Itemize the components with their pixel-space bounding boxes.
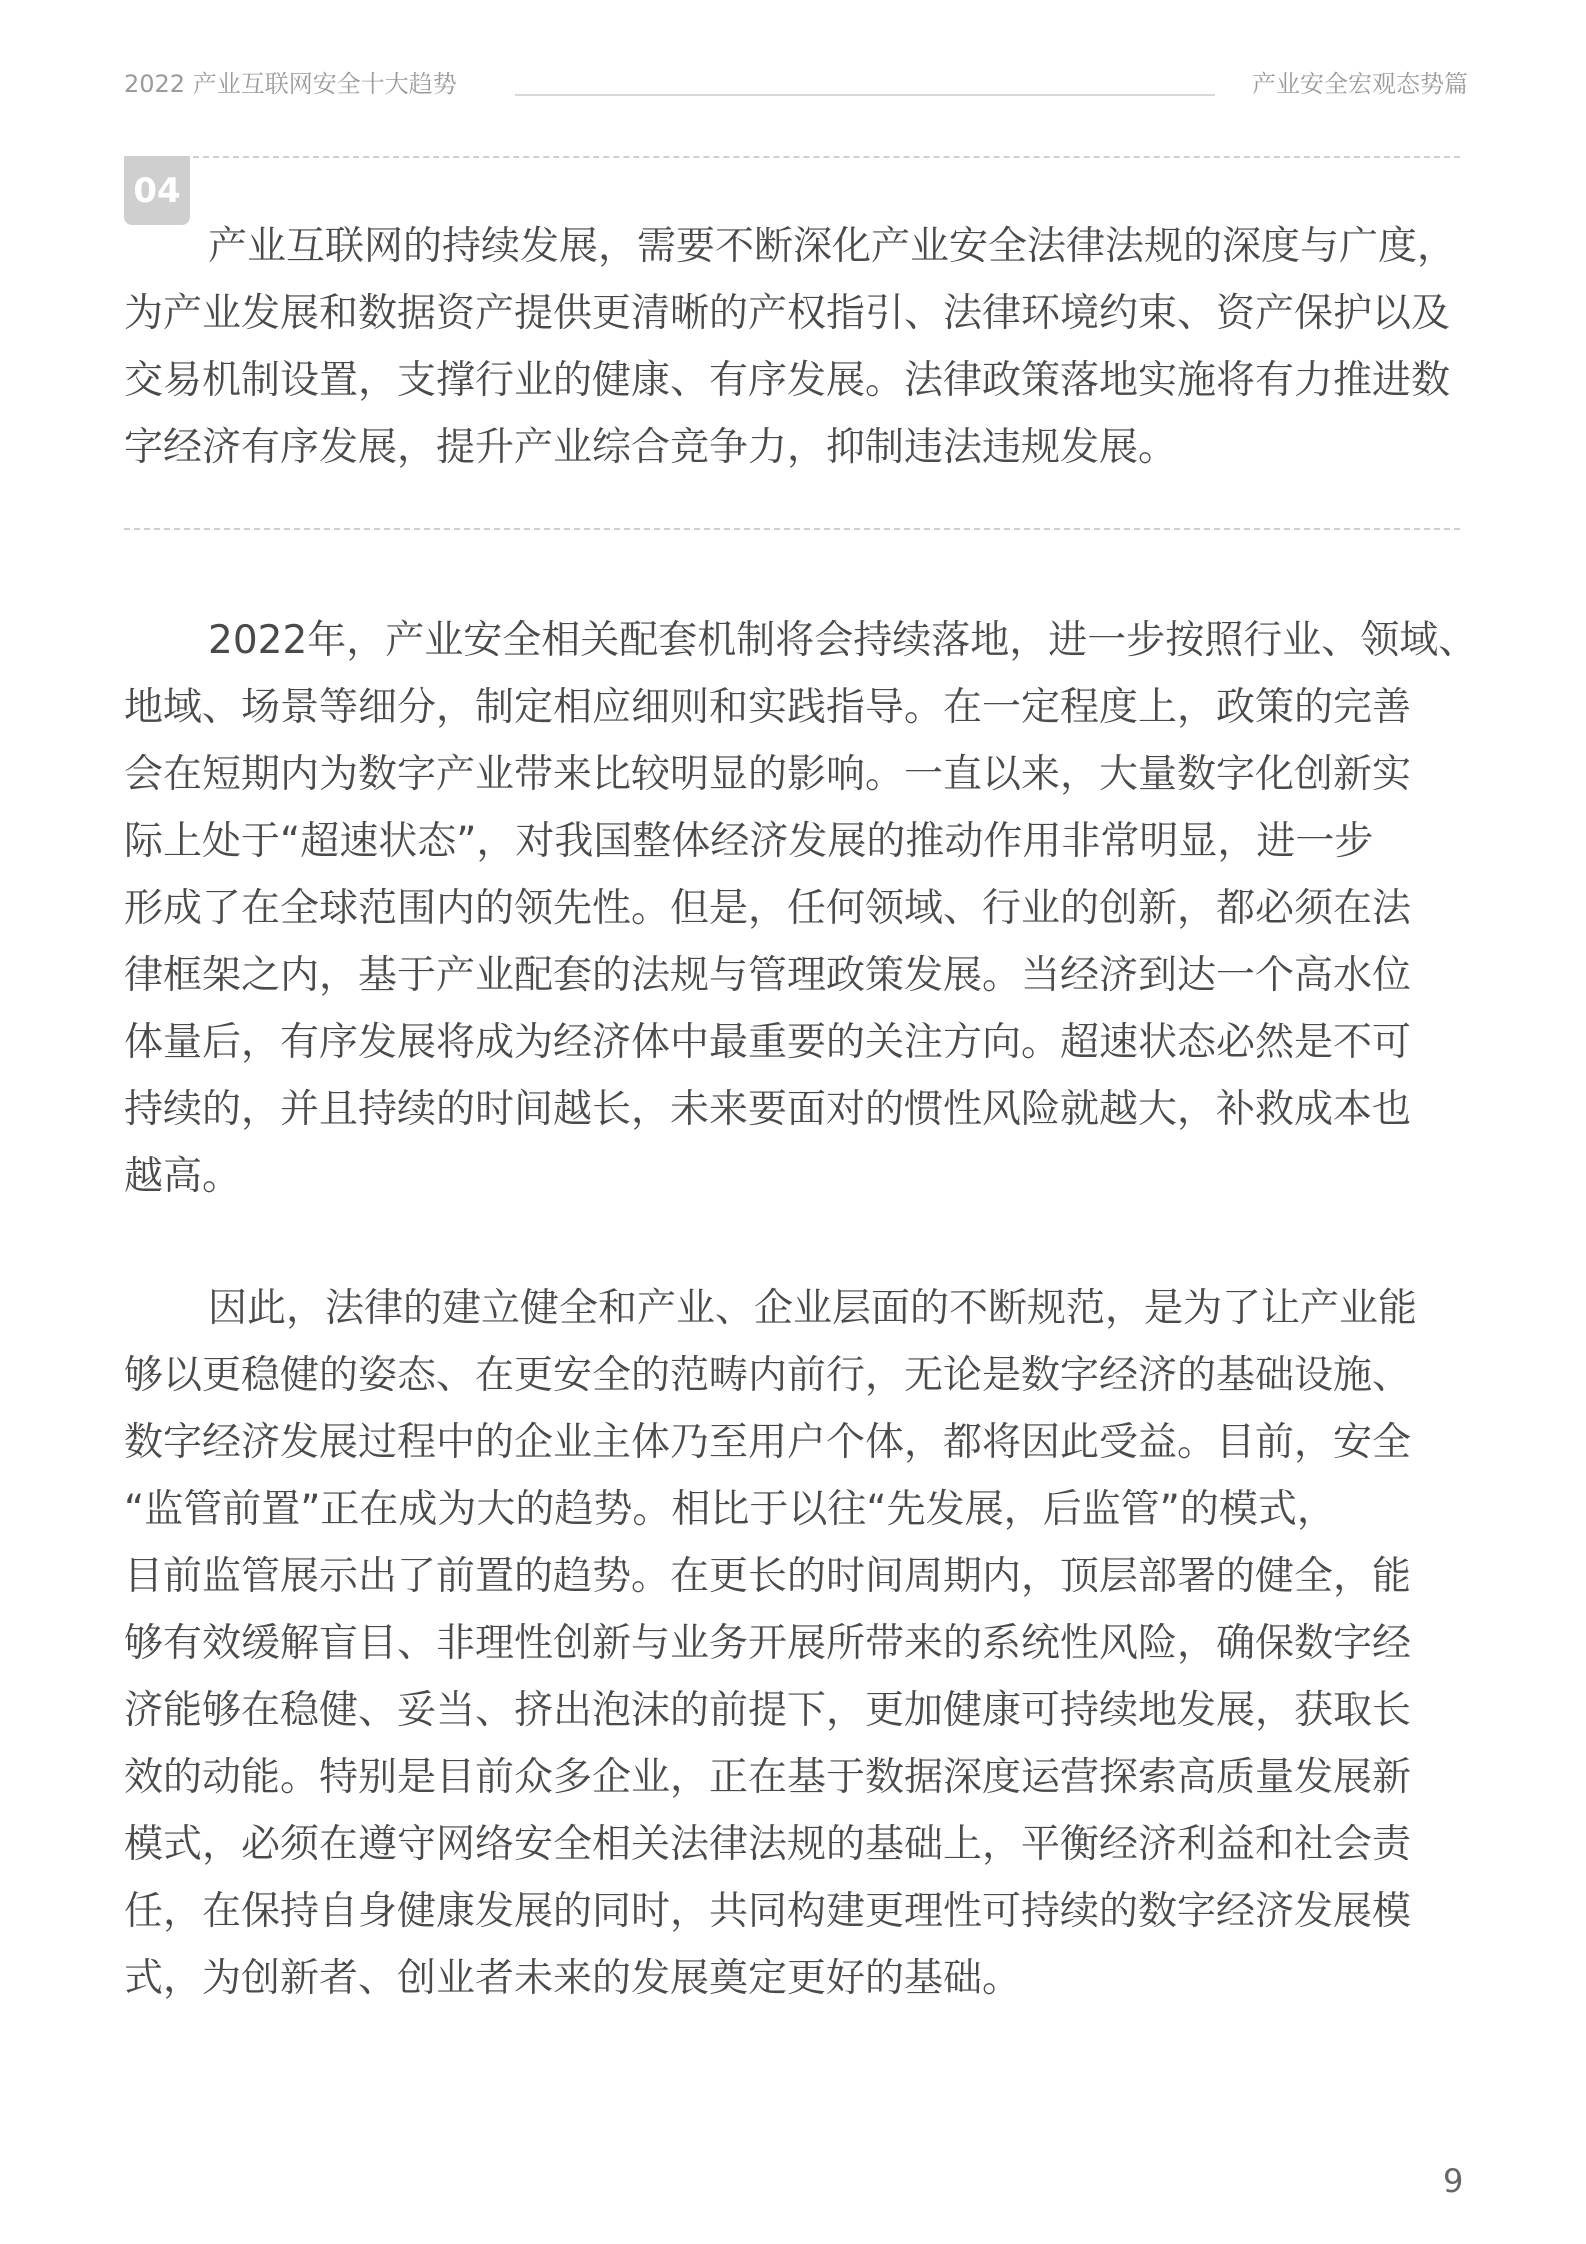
text-line: 效的动能。特别是目前众多企业，正在基于数据深度运营探索高质量发展新 xyxy=(124,1755,1412,1800)
text-line: “监管前置”正在成为大的趋势。相比于以往“先发展，后监管”的模式， xyxy=(124,1487,1336,1532)
text-line: 会在短期内为数字产业带来比较明显的影响。一直以来，大量数字化创新实 xyxy=(124,752,1412,797)
text-line: 任，在保持自身健康发展的同时，共同构建更理性可持续的数字经济发展模 xyxy=(124,1889,1412,1934)
text-line: 体量后，有序发展将成为经济体中最重要的关注方向。超速状态必然是不可 xyxy=(124,1020,1412,1065)
body-paragraph-2 xyxy=(124,1275,1524,2012)
text-line: 2022年，产业安全相关配套机制将会持续落地，进一步按照行业、领域、 xyxy=(208,618,1478,663)
text-line: 够有效缓解盲目、非理性创新与业务开展所带来的系统性风险，确保数字经 xyxy=(124,1621,1412,1666)
text-line: 因此，法律的建立健全和产业、企业层面的不断规范，是为了让产业能 xyxy=(208,1286,1418,1331)
text-line: 地域、场景等细分，制定相应细则和实践指导。在一定程度上，政策的完善 xyxy=(124,685,1412,730)
text-line: 为产业发展和数据资产提供更清晰的产权指引、法律环境约束、资产保护以及 xyxy=(124,291,1451,336)
section-number-badge: 04 xyxy=(124,156,190,225)
text-line: 济能够在稳健、妥当、挤出泡沫的前提下，更加健康可持续地发展，获取长 xyxy=(124,1688,1412,1733)
section-title: 产业安全宏观态势篇 xyxy=(1252,70,1468,98)
text-line: 模式，必须在遵守网络安全相关法律法规的基础上，平衡经济利益和社会责 xyxy=(124,1822,1412,1867)
text-line: 律框架之内，基于产业配套的法规与管理政策发展。当经济到达一个高水位 xyxy=(124,953,1412,998)
text-line: 字经济有序发展，提升产业综合竞争力，抑制违法违规发展。 xyxy=(124,425,1178,470)
text-line: 交易机制设置，支撑行业的健康、有序发展。法律政策落地实施将有力推进数 xyxy=(124,358,1451,403)
text-line: 目前监管展示出了前置的趋势。在更长的时间周期内，顶层部署的健全，能 xyxy=(124,1554,1412,1599)
text-line: 产业互联网的持续发展，需要不断深化产业安全法律法规的深度与广度， xyxy=(208,224,1457,269)
highlight-paragraph xyxy=(124,213,1524,481)
text-line: 际上处于“超速状态”，对我国整体经济发展的推动作用非常明显，进一步 xyxy=(124,819,1374,864)
page-number: 9 xyxy=(1443,2162,1464,2200)
text-line: 形成了在全球范围内的领先性。但是，任何领域、行业的创新，都必须在法 xyxy=(124,886,1412,931)
text-line: 式，为创新者、创业者未来的发展奠定更好的基础。 xyxy=(124,1956,1022,2001)
document-title: 2022 产业互联网安全十大趋势 xyxy=(124,70,457,98)
text-line: 数字经济发展过程中的企业主体乃至用户个体，都将因此受益。目前，安全 xyxy=(124,1420,1412,1465)
text-line: 持续的，并且持续的时间越长，未来要面对的惯性风险就越大，补救成本也 xyxy=(124,1087,1412,1132)
text-line: 越高。 xyxy=(124,1154,242,1199)
text-line: 够以更稳健的姿态、在更安全的范畴内前行，无论是数字经济的基础设施、 xyxy=(124,1353,1412,1398)
body-paragraph-1 xyxy=(124,607,1524,1210)
header-divider xyxy=(515,94,1215,96)
dashed-divider-top xyxy=(193,156,1460,158)
dashed-divider-bottom xyxy=(124,528,1460,530)
